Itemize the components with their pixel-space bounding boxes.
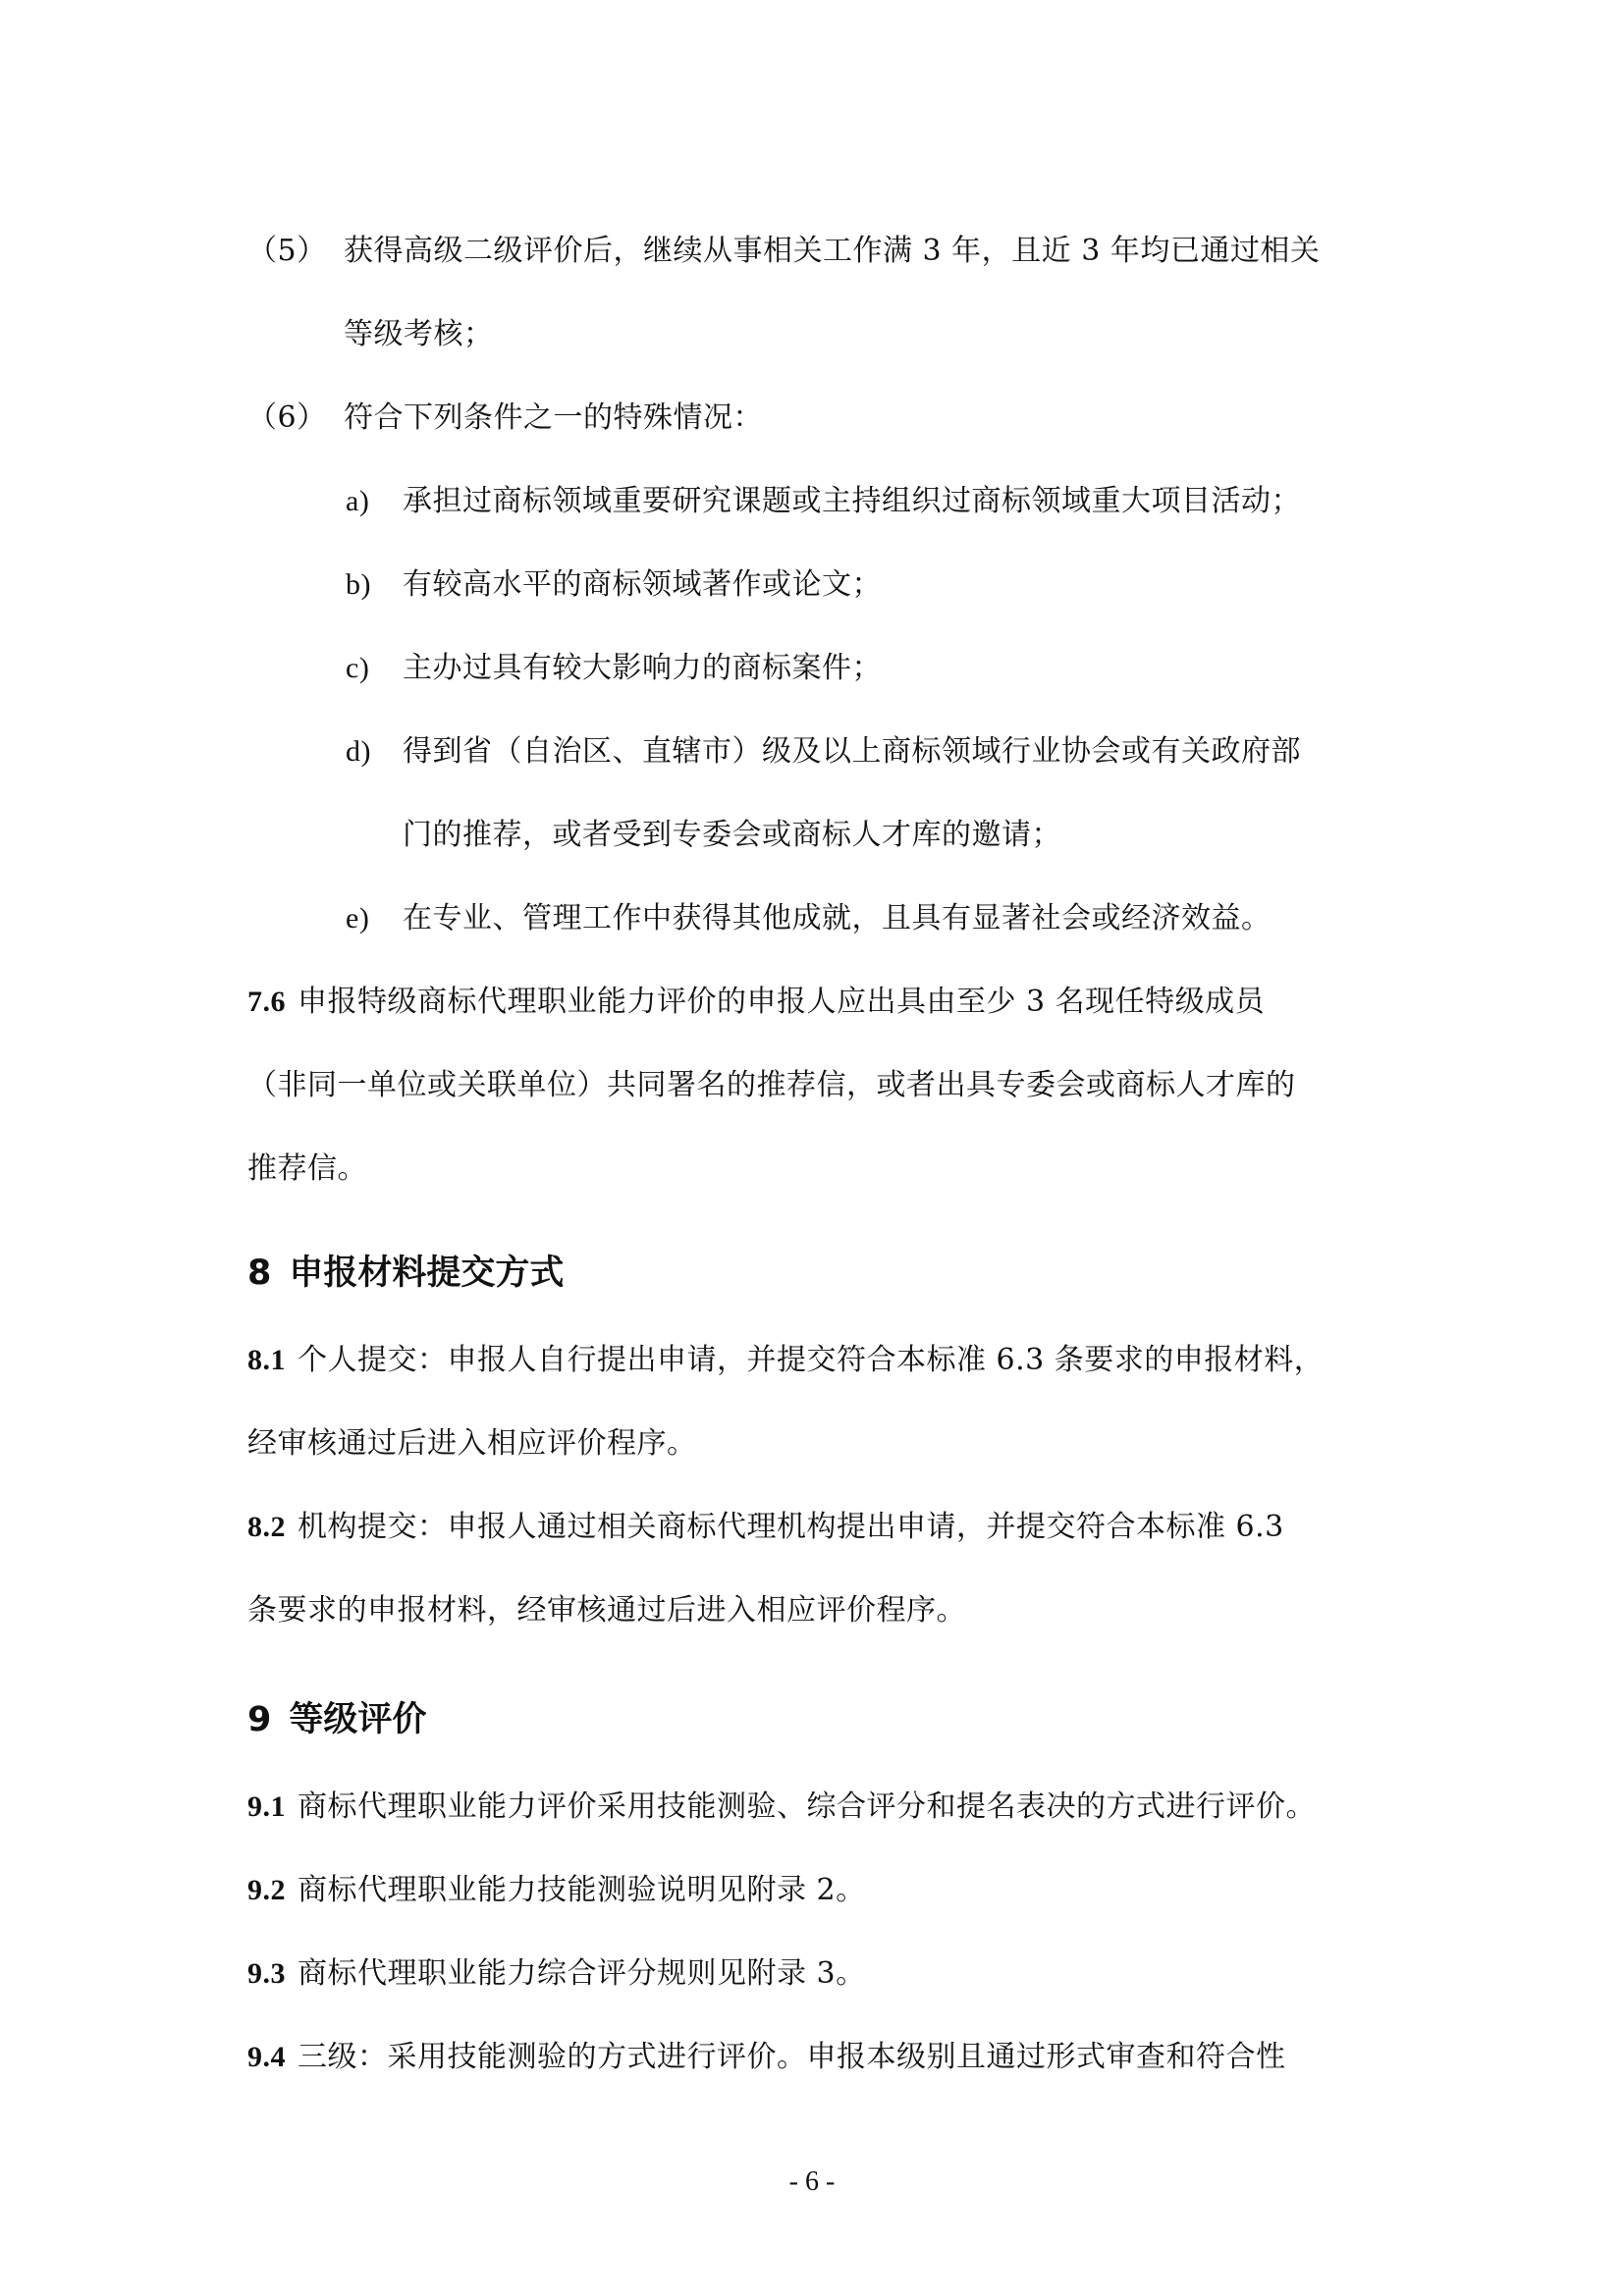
clause-number: 8.1 (247, 1344, 286, 1376)
clause-number: 9.3 (247, 1957, 286, 1990)
sub-item-e (346, 898, 1272, 939)
clause-7-6-line3 (247, 1148, 367, 1190)
clause-text: 商标代理职业能力技能测验说明见附录 2。 (298, 1873, 866, 1907)
list-item-6 (247, 398, 763, 439)
clause-text: 经审核通过后进入相应评价程序。 (247, 1426, 697, 1461)
sub-item-text: 主办过具有较大影响力的商标案件； (403, 651, 882, 685)
clause-8-1-line2 (247, 1423, 697, 1465)
sub-item-b (346, 564, 882, 606)
list-item-5 (247, 231, 1320, 272)
clause-text: 申报特级商标代理职业能力评价的申报人应出具由至少 3 名现任特级成员 (298, 985, 1266, 1019)
section-title: 等级评价 (289, 1700, 427, 1739)
clause-text: 机构提交：申报人通过相关商标代理机构提出申请，并提交符合本标准 6.3 (298, 1510, 1284, 1544)
page-number: - 6 - (788, 2166, 836, 2197)
sub-item-c (346, 648, 882, 689)
clause-text: 商标代理职业能力评价采用技能测验、综合评分和提名表决的方式进行评价。 (298, 1789, 1316, 1824)
clause-7-6-line2 (247, 1065, 1296, 1106)
item-text: 获得高级二级评价后，继续从事相关工作满 3 年，且近 3 年均已通过相关 (344, 234, 1321, 268)
section-9-heading (247, 1697, 426, 1742)
clause-number: 9.1 (247, 1790, 286, 1823)
clause-8-2 (247, 1507, 1284, 1548)
clause-number: 9.2 (247, 1874, 286, 1906)
clause-text: 商标代理职业能力综合评分规则见附录 3。 (298, 1956, 866, 1991)
clause-text: 个人提交：申报人自行提出申请，并提交符合本标准 6.3 条要求的申报材料， (298, 1343, 1325, 1377)
section-title: 申报材料提交方式 (289, 1254, 565, 1293)
clause-9-2 (247, 1870, 866, 1911)
sub-item-text: 在专业、管理工作中获得其他成就，且具有显著社会或经济效益。 (403, 901, 1272, 935)
clause-9-1 (247, 1787, 1316, 1828)
sub-item-letter: c) (346, 652, 370, 684)
clause-text: 推荐信。 (247, 1151, 367, 1186)
clause-text: 三级：采用技能测验的方式进行评价。申报本级别且通过形式审查和符合性 (298, 2040, 1286, 2074)
sub-item-letter: e) (346, 902, 370, 934)
section-number: 9 (247, 1700, 272, 1739)
sub-item-d-continuation (403, 815, 1061, 856)
list-item-5-continuation (344, 314, 494, 355)
item-number: （6） (247, 400, 327, 435)
clause-number: 9.4 (247, 2041, 286, 2073)
sub-item-letter: b) (346, 568, 371, 601)
section-8-heading (247, 1251, 564, 1296)
clause-9-3 (247, 1953, 866, 1995)
sub-item-text: 得到省（自治区、直辖市）级及以上商标领域行业协会或有关政府部 (403, 734, 1301, 769)
item-number: （5） (247, 234, 327, 268)
clause-9-4 (247, 2037, 1286, 2078)
sub-item-letter: a) (346, 485, 370, 517)
clause-number: 7.6 (247, 986, 286, 1018)
section-number: 8 (247, 1254, 272, 1293)
sub-item-letter: d) (346, 735, 371, 768)
sub-item-d (346, 731, 1301, 773)
clause-8-1 (247, 1340, 1324, 1381)
clause-number: 8.2 (247, 1511, 286, 1543)
clause-7-6 (247, 982, 1265, 1023)
clause-8-2-line2 (247, 1590, 966, 1631)
clause-text: （非同一单位或关联单位）共同署名的推荐信，或者出具专委会或商标人才库的 (247, 1068, 1296, 1102)
sub-item-text: 承担过商标领域重要研究课题或主持组织过商标领域重大项目活动； (403, 484, 1301, 518)
sub-item-a (346, 481, 1301, 522)
item-text: 等级考核； (344, 317, 494, 351)
sub-item-text: 有较高水平的商标领域著作或论文； (403, 567, 882, 602)
clause-text: 条要求的申报材料，经审核通过后进入相应评价程序。 (247, 1593, 966, 1628)
sub-item-text: 门的推荐，或者受到专委会或商标人才库的邀请； (403, 818, 1061, 852)
item-text: 符合下列条件之一的特殊情况： (344, 400, 763, 435)
